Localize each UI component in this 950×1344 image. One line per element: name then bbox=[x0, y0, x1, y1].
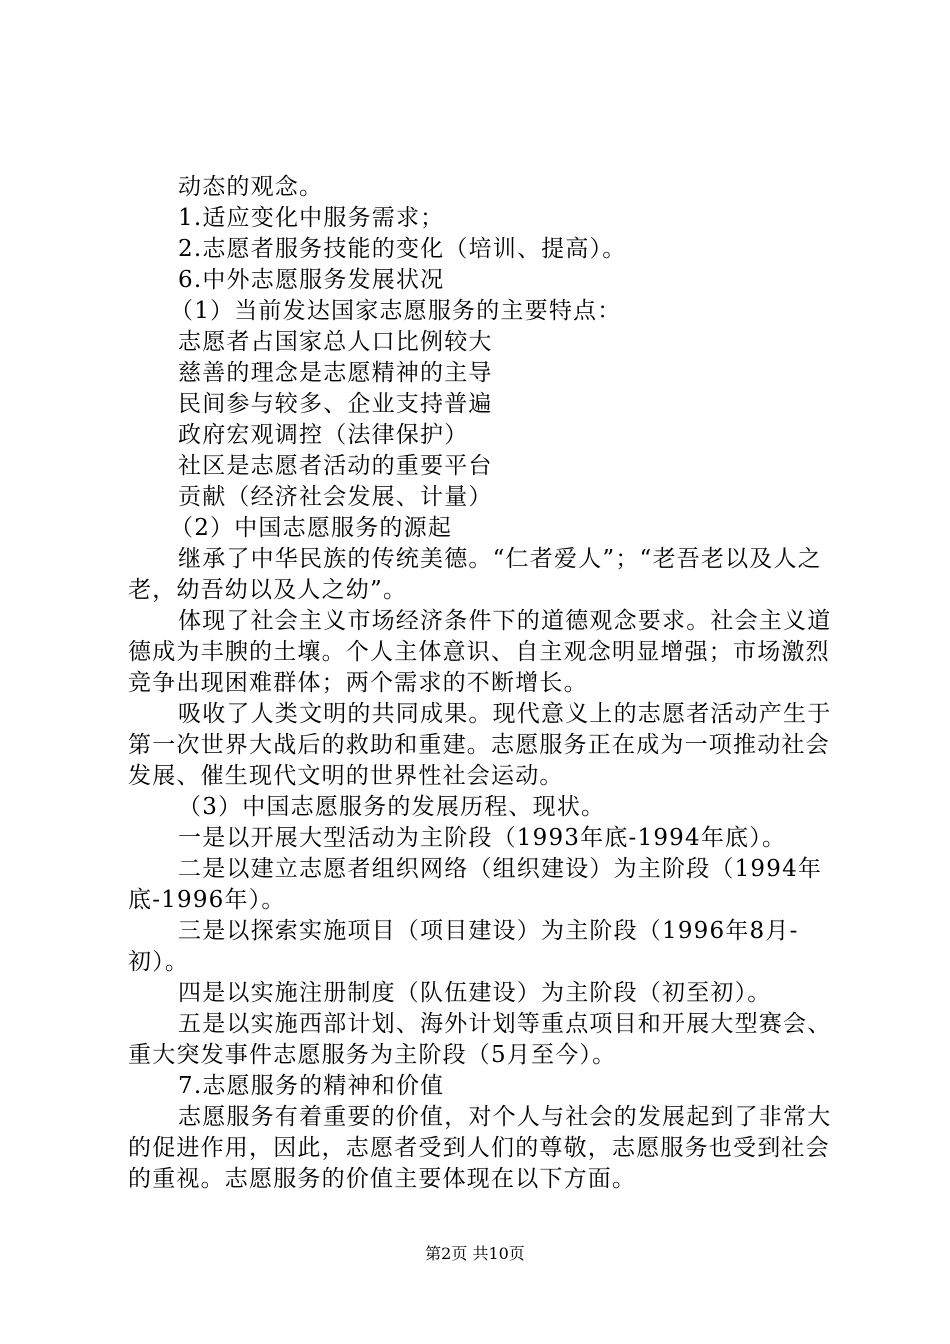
stage-item: 三是以探索实施项目（项目建设）为主阶段（1996年8月-初）。 bbox=[128, 918, 799, 975]
list-item: 民间参与较多、企业支持普遍 bbox=[178, 391, 493, 417]
subsection-heading: （2）中国志愿服务的源起 bbox=[170, 515, 453, 541]
subsection-heading: （3）中国志愿服务的发展历程、现状。 bbox=[178, 794, 606, 820]
list-item: 慈善的理念是志愿精神的主导 bbox=[178, 360, 493, 386]
paragraph: 志愿服务有着重要的价值，对个人与社会的发展起到了非常大的促进作用，因此，志愿者受到人们的尊敬，志愿服务也受到社会的重视。志愿服务的价值主要体现在以下方面。 bbox=[128, 1104, 832, 1192]
stage-item: 二是以建立志愿者组织网络（组织建设）为主阶段（1994年底-1996年）。 bbox=[128, 856, 823, 913]
section-heading: 6.中外志愿服务发展状况 bbox=[178, 267, 445, 293]
list-item: 贡献（经济社会发展、计量） bbox=[178, 484, 493, 510]
subsection-heading: （1）当前发达国家志愿服务的主要特点： bbox=[170, 298, 622, 324]
body-line: 动态的观念。 bbox=[178, 174, 324, 200]
document-body bbox=[128, 172, 834, 1195]
stage-item: 一是以开展大型活动为主阶段（1993年底-1994年底）。 bbox=[178, 825, 787, 851]
list-item: 2.志愿者服务技能的变化（培训、提高）。 bbox=[178, 236, 627, 262]
stage-item: 四是以实施注册制度（队伍建设）为主阶段（初至初）。 bbox=[178, 980, 772, 1006]
section-heading: 7.志愿服务的精神和价值 bbox=[178, 1073, 445, 1099]
page-number-footer: 第2页 共10页 bbox=[425, 1244, 525, 1263]
list-item: 1.适应变化中服务需求； bbox=[178, 205, 445, 231]
paragraph: 吸收了人类文明的共同成果。现代意义上的志愿者活动产生于第一次世界大战后的救助和重建。志愿服务正在成为一项推动社会发展、催生现代文明的世界性社会运动。 bbox=[128, 701, 832, 789]
list-item: 社区是志愿者活动的重要平台 bbox=[178, 453, 493, 479]
list-item: 志愿者占国家总人口比例较大 bbox=[178, 329, 493, 355]
list-item: 政府宏观调控（法律保护） bbox=[178, 422, 469, 448]
stage-item: 五是以实施西部计划、海外计划等重点项目和开展大型赛会、重大突发事件志愿服务为主阶段（5月至今）。 bbox=[128, 1011, 832, 1068]
paragraph: 继承了中华民族的传统美德。“仁者爱人”；“老吾老以及人之老，幼吾幼以及人之幼”。 bbox=[128, 546, 822, 603]
paragraph: 体现了社会主义市场经济条件下的道德观念要求。社会主义道德成为丰腴的土壤。个人主体意识、自主观念明显增强；市场激烈竞争出现困难群体；两个需求的不断增长。 bbox=[128, 608, 832, 696]
